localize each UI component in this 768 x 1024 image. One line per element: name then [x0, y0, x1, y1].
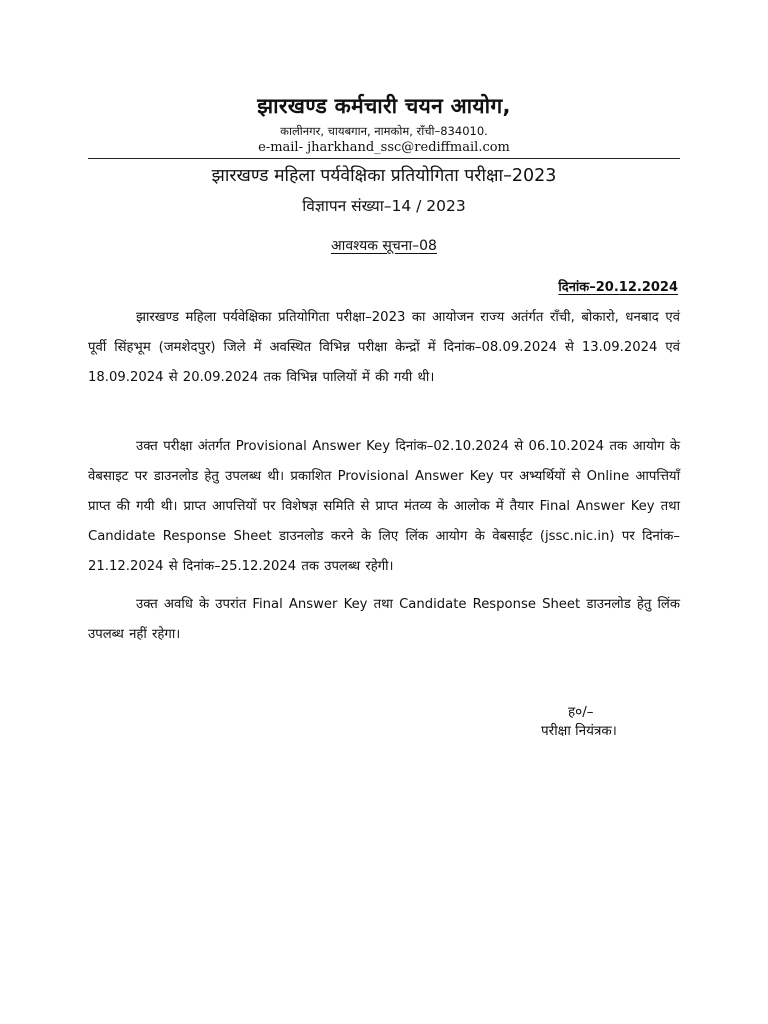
- notice-heading: [0, 236, 768, 255]
- organization-title: झारखण्ड कर्मचारी चयन आयोग,: [257, 94, 511, 118]
- body-paragraph-3: उक्त अवधि के उपरांत Final Answer Key तथा Candidate Response Sheet डाउनलोड हेतु लिंक उपलब्ध नहीं रहेगा।: [88, 597, 680, 642]
- exam-title: झारखण्ड महिला पर्यवेक्षिका प्रतियोगिता परीक्षा–2023: [211, 166, 557, 186]
- signature-mark: ह०/–: [568, 704, 594, 720]
- body-paragraph-1: झारखण्ड महिला पर्यवेक्षिका प्रतियोगिता परीक्षा–2023 का आयोजन राज्य अतंर्गत राँची, बोकारो, धनबाद एवं पूर्वी सिंहभूम (जमशेदपुर) जिले में अवस्थित विभिन्न परीक्षा केन्द्रों में दिनांक–08.09.2024 से 13.09.2024 एवं 18.09.2024 से 20.09.2024 तक विभिन्न पालियों में की गयी थी।: [88, 310, 680, 385]
- body-paragraph-2: उक्त परीक्षा अंतर्गत Provisional Answer Key दिनांक–02.10.2024 से 06.10.2024 तक आयोग के वेबसाइट पर डाउनलोड हेतु उपलब्ध थी। प्रकाशित Provisional Answer Key पर अभ्यर्थियों से Online आपत्तियाँ प्राप्त की गयी थी। प्राप्त आपत्तियों पर विशेषज्ञ समिति से प्राप्त मंतव्य के आलोक में तैयार Final Answer Key तथा Candidate Response Sheet डाउनलोड करने के लिए लिंक आयोग के वेबसाईट (jssc.nic.in) पर दिनांक–21.12.2024 से दिनांक–25.12.2024 तक उपलब्ध रहेगी।: [88, 439, 680, 574]
- organization-email: e-mail- jharkhand_ssc@rediffmail.com: [258, 140, 510, 155]
- organization-address: कालीनगर, चायबगान, नामकोम, राँची–834010.: [280, 124, 488, 138]
- notice-heading-text: आवश्यक सूचना–08: [331, 238, 437, 254]
- signatory-title: परीक्षा नियंत्रक।: [541, 723, 617, 739]
- advertisement-number: विज्ञापन संख्या–14 / 2023: [302, 197, 466, 215]
- notice-date: दिनांक–20.12.2024: [558, 280, 678, 295]
- header-divider: [88, 158, 680, 159]
